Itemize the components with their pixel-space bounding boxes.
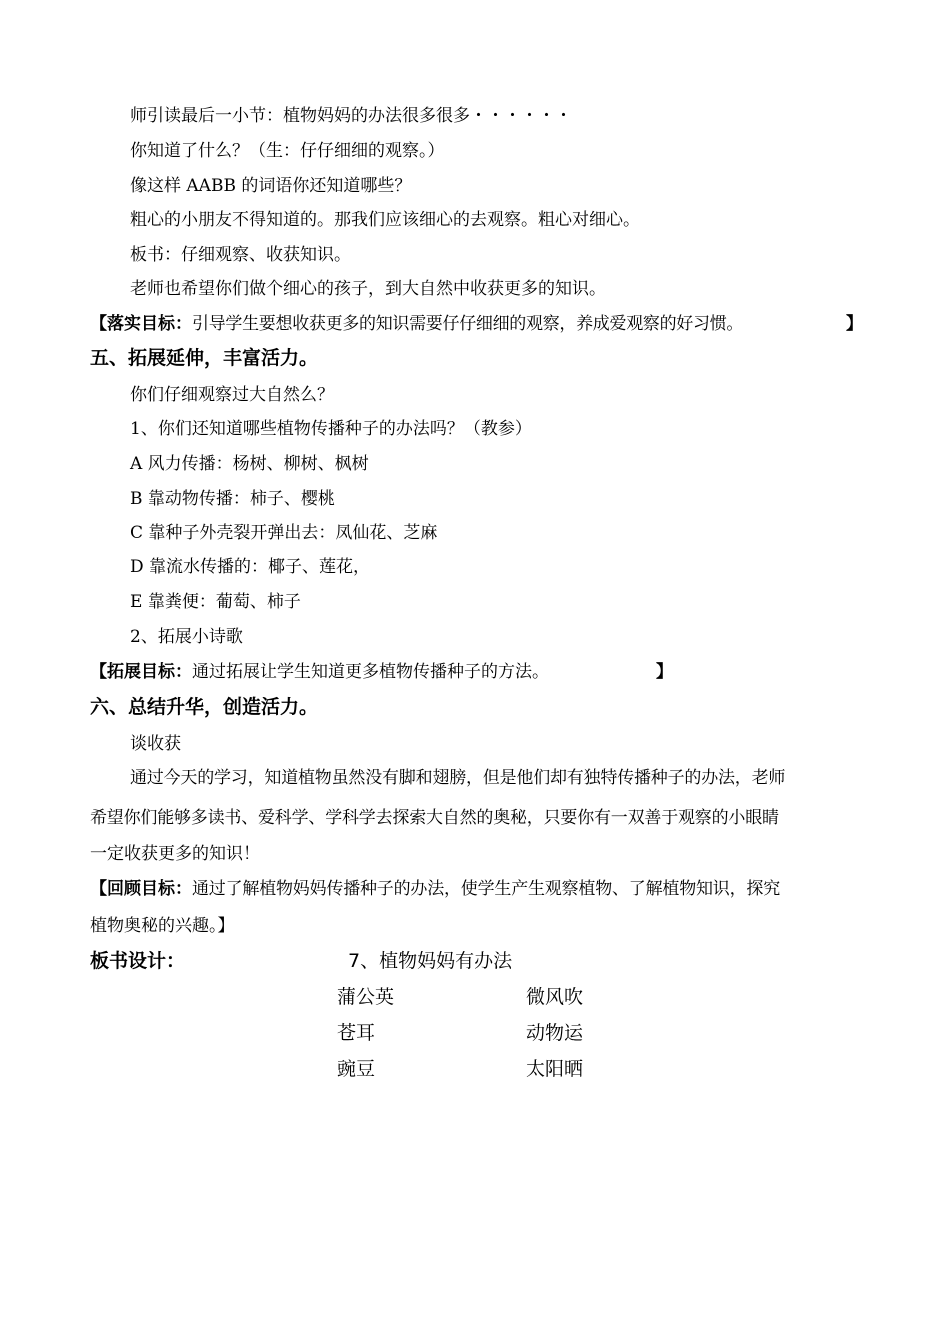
goal-review-line-2: 植物奥秘的兴趣。】 xyxy=(90,916,235,936)
goal-label: 落实目标： xyxy=(107,314,192,334)
section5-line-2: 1、你们还知道哪些植物传播种子的办法吗？（教参） xyxy=(130,419,532,439)
section6-sub: 谈收获 xyxy=(130,734,181,754)
goal-bracket-close: 】 xyxy=(846,314,863,334)
board-method-3: 太阳晒 xyxy=(526,1058,584,1080)
board-plant-2: 苍耳 xyxy=(337,1022,376,1044)
board-design-title: 7、植物妈妈有办法 xyxy=(348,950,513,972)
section-heading-6: 六、总结升华，创造活力。 xyxy=(90,696,319,718)
goal-label: 拓展目标： xyxy=(107,662,192,682)
goal-bracket-open: 【 xyxy=(90,314,107,334)
section-heading-5: 五、拓展延伸，丰富活力。 xyxy=(90,347,319,369)
intro-line-2: 你知道了什么？（生：仔仔细细的观察。） xyxy=(130,141,445,161)
section6-para-line-1: 通过今天的学习，知道植物虽然没有脚和翅膀，但是他们却有独特传播种子的办法，老师 xyxy=(130,768,786,788)
goal-extend xyxy=(90,657,549,682)
goal-bracket-close: 】 xyxy=(656,662,673,682)
goal-bracket-open: 【 xyxy=(90,879,107,899)
intro-line-6: 老师也希望你们做个细心的孩子，到大自然中收获更多的知识。 xyxy=(130,279,606,299)
board-method-2: 动物运 xyxy=(526,1022,584,1044)
board-plant-3: 豌豆 xyxy=(337,1058,376,1080)
goal-implement xyxy=(90,309,743,334)
intro-line-4: 粗心的小朋友不得知道的。那我们应该细心的去观察。粗心对细心。 xyxy=(130,210,640,230)
section5-line-5: C 靠种子外壳裂开弹出去：凤仙花、芝麻 xyxy=(130,523,438,543)
goal-label: 回顾目标： xyxy=(107,879,192,899)
section5-line-4: B 靠动物传播：柿子、樱桃 xyxy=(130,489,335,509)
section5-line-6: D 靠流水传播的：椰子、莲花， xyxy=(130,557,371,577)
goal-text: 通过拓展让学生知道更多植物传播种子的方法。 xyxy=(192,662,549,682)
board-plant-1: 蒲公英 xyxy=(337,986,395,1008)
section6-para-line-3: 一定收获更多的知识！ xyxy=(90,844,260,864)
intro-line-3: 像这样 AABB 的词语你还知道哪些？ xyxy=(130,176,412,196)
goal-text: 通过了解植物妈妈传播种子的办法，使学生产生观察植物、了解植物知识，探究 xyxy=(192,879,780,899)
intro-line-5: 板书：仔细观察、收获知识。 xyxy=(130,245,351,265)
goal-bracket-open: 【 xyxy=(90,662,107,682)
goal-review xyxy=(90,874,780,899)
goal-text: 引导学生要想收获更多的知识需要仔仔细细的观察，养成爱观察的好习惯。 xyxy=(192,314,744,334)
section6-para-line-2: 希望你们能够多读书、爱科学、学科学去探索大自然的奥秘，只要你有一双善于观察的小眼睛 xyxy=(90,808,779,828)
section5-line-3: A 风力传播：杨树、柳树、枫树 xyxy=(130,454,369,474)
section5-line-8: 2、拓展小诗歌 xyxy=(130,627,243,647)
section5-line-1: 你们仔细观察过大自然么？ xyxy=(130,385,334,405)
board-design-label: 板书设计： xyxy=(90,950,186,972)
board-method-1: 微风吹 xyxy=(526,986,584,1008)
section5-line-7: E 靠粪便：葡萄、柿子 xyxy=(130,592,301,612)
intro-line-1: 师引读最后一小节：植物妈妈的办法很多很多・・・・・・ xyxy=(130,106,572,126)
